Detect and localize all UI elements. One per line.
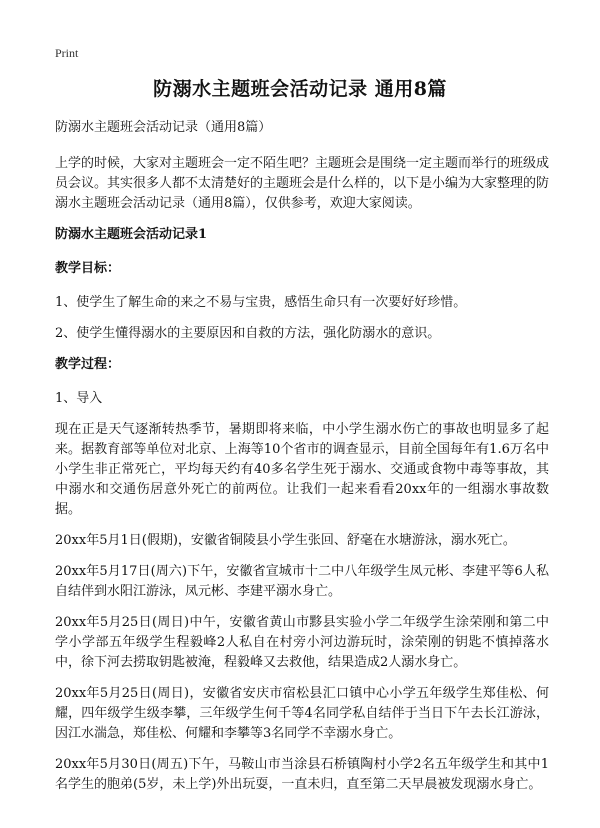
step-label: 1、导入 — [55, 391, 103, 406]
subtitle: 防溺水主题班会活动记录（通用8篇） — [55, 120, 272, 135]
intro-paragraph: 上学的时候，大家对主题班会一定不陌生吧？主题班会是围绕一定主题而举行的班级成员会议。其实很多人都不太清楚好的主题班会是什么样的，以下是小编为大家整理的防溺水主题班会活动记录（通用8篇），仅供参考，欢迎大家阅读。 — [55, 156, 550, 211]
document-title: 防溺水主题班会活动记录 通用8篇 — [153, 78, 447, 100]
body-paragraph: 20xx年5月1日(假期)，安徽省铜陵县小学生张回、舒毫在水塘游泳，溺水死亡。 — [55, 533, 516, 548]
body-paragraph: 20xx年5月25日(周日)，安徽省安庆市宿松县汇口镇中心小学五年级学生郑佳松、何耀，四年级学生级李攀，三年级学生何千等4名同学私自结伴于当日下午去长江游泳，因江水湍急，郑佳松、何耀和李攀等3名同学不幸溺水身亡。 — [55, 686, 549, 741]
body-paragraph: 20xx年5月25日(周日)中午，安徽省黄山市黟县实验小学二年级学生涂荣刚和第二中学小学部五年级学生程毅峰2人私自在村旁小河边游玩时，涂荣刚的钥匙不慎掉落水中，徐下河去捞取钥匙被淹，程毅峰又去救他，结果造成2人溺水身亡。 — [55, 615, 549, 670]
body-paragraph: 20xx年5月30日(周五)下午，马鞍山市当涂县石桥镇陶村小学2名五年级学生和其中1名学生的胞弟(5岁，未上学)外出玩耍，一直未归，直至第二天早晨被发现溺水身亡。 — [55, 757, 549, 792]
print-label[interactable]: Print — [55, 46, 79, 60]
body-paragraph: 现在正是天气逐渐转热季节，暑期即将来临，中小学生溺水伤亡的事故也明显多了起来。据教育部等单位对北京、上海等10个省市的调查显示，目前全国每年有1.6万名中小学生非正常死亡，平均每天约有40多名学生死于溺水、交通或食物中毒等事故，其中溺水和交通伤居意外死亡的前两位。让我们一起来看看20xx年的一组溺水事故数据。 — [55, 422, 549, 517]
goal-item: 2、使学生懂得溺水的主要原因和自救的方法，强化防溺水的意识。 — [55, 326, 441, 341]
body-paragraph: 20xx年5月17日(周六)下午，安徽省宣城市十二中八年级学生凤元彬、李建平等6人私自结伴到水阳江游泳，凤元彬、李建平溺水身亡。 — [55, 564, 549, 599]
goal-item: 1、使学生了解生命的来之不易与宝贵，感悟生命只有一次要好好珍惜。 — [55, 295, 467, 310]
goals-heading: 教学目标： — [55, 261, 121, 276]
section-title: 防溺水主题班会活动记录1 — [55, 227, 208, 242]
process-heading: 教学过程： — [55, 357, 121, 372]
document-body — [55, 118, 549, 806]
